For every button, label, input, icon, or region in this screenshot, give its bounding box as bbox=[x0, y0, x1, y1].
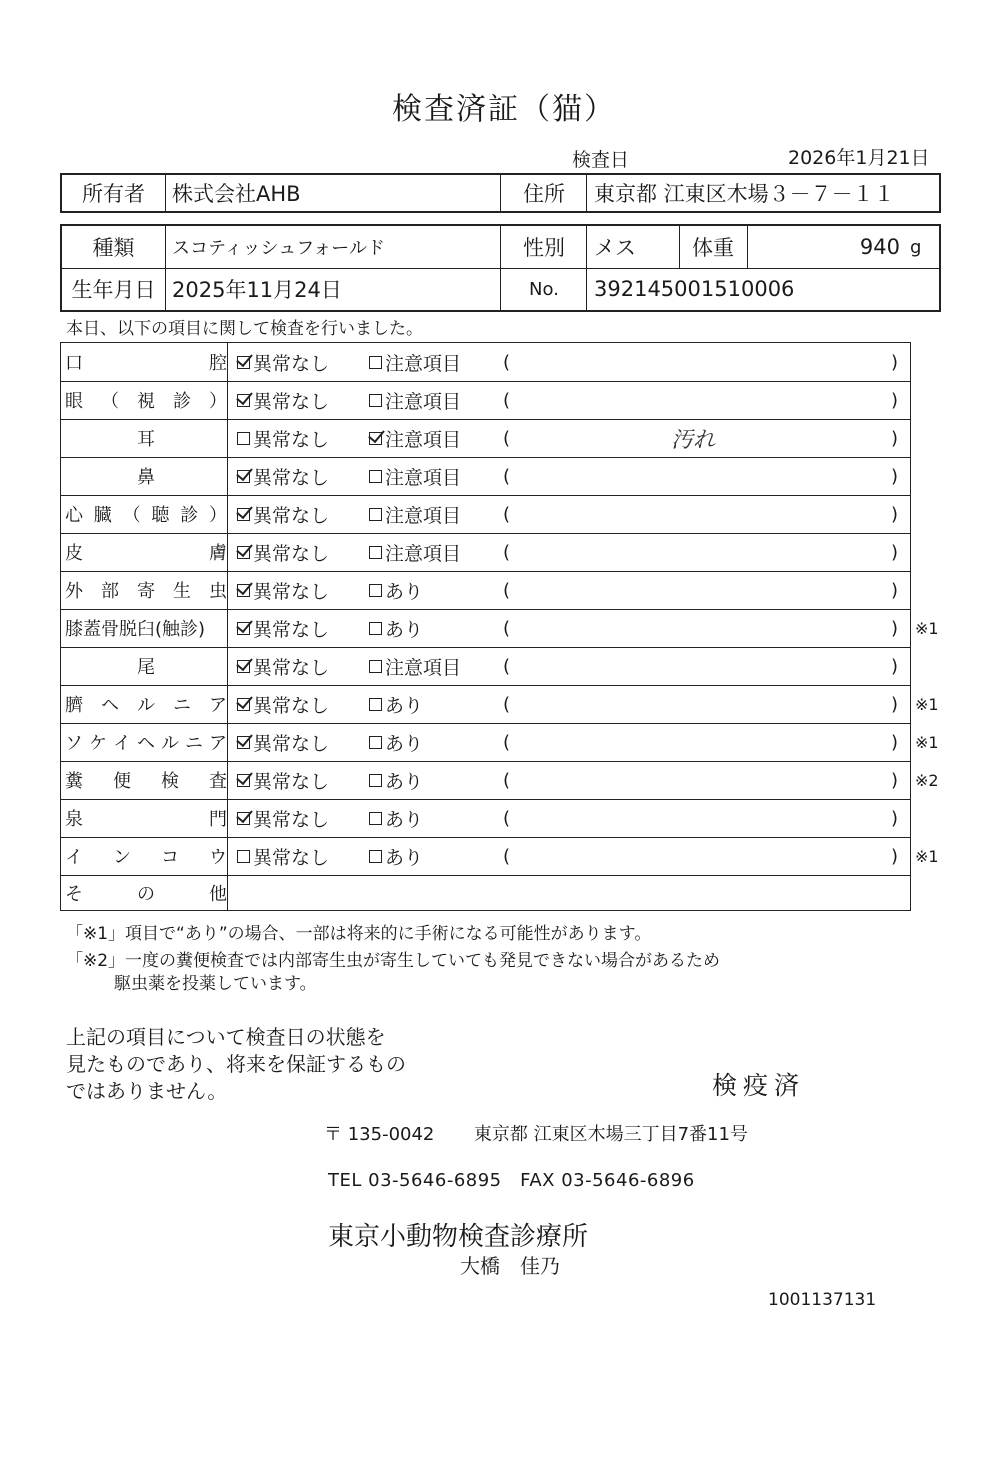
check-label-char: 視 bbox=[137, 391, 155, 412]
check-label-char: ） bbox=[208, 505, 227, 526]
check-label-char: ニ bbox=[185, 733, 203, 754]
option-label: 異常なし bbox=[253, 428, 330, 451]
check-label-char: ケ bbox=[89, 733, 107, 754]
check-label-char: 診 bbox=[173, 391, 191, 412]
document-number: 1001137131 bbox=[768, 1290, 877, 1310]
footnote-marker: ※1 bbox=[915, 618, 939, 638]
check-label-char: ン bbox=[113, 847, 131, 868]
option-label: 異常なし bbox=[253, 504, 330, 527]
remarks-field[interactable] bbox=[507, 799, 879, 837]
check-label bbox=[65, 495, 227, 533]
check-label-char: ル bbox=[161, 733, 179, 754]
check-row bbox=[61, 343, 909, 381]
remarks-field[interactable] bbox=[507, 495, 879, 533]
checkbox-icon[interactable] bbox=[369, 812, 382, 825]
attention-option[interactable] bbox=[369, 419, 461, 457]
close-paren: ) bbox=[891, 465, 899, 487]
disclaimer-line: ではありません。 bbox=[66, 1079, 228, 1103]
checkbox-icon[interactable] bbox=[369, 356, 382, 369]
option-label: 注意項目 bbox=[385, 542, 462, 565]
option-label: あり bbox=[385, 808, 424, 831]
no-abnormality-option[interactable] bbox=[237, 495, 329, 533]
no-abnormality-option[interactable] bbox=[237, 419, 329, 457]
check-label-char: 門 bbox=[209, 809, 227, 830]
other-label-char: 他 bbox=[209, 883, 227, 905]
check-label-char: 臓 bbox=[93, 505, 112, 526]
close-paren: ) bbox=[891, 731, 899, 753]
option-label: 注意項目 bbox=[385, 504, 462, 527]
check-label-char: 糞 bbox=[65, 771, 83, 792]
checkbox-icon[interactable] bbox=[369, 736, 382, 749]
checkbox-icon[interactable] bbox=[369, 698, 382, 711]
checkbox-icon[interactable] bbox=[369, 584, 382, 597]
checkbox-icon[interactable] bbox=[237, 394, 250, 407]
check-label bbox=[65, 723, 227, 761]
sex-label: 性別 bbox=[523, 236, 565, 260]
checkbox-icon[interactable] bbox=[369, 546, 382, 559]
attention-option[interactable] bbox=[369, 457, 461, 495]
attention-option[interactable] bbox=[369, 609, 423, 647]
check-row bbox=[61, 495, 909, 533]
open-paren: ( bbox=[503, 427, 511, 449]
remarks-field[interactable] bbox=[507, 761, 879, 799]
check-row bbox=[61, 381, 909, 419]
microchip-value: 392145001510006 bbox=[594, 277, 795, 301]
option-label: 異常なし bbox=[253, 618, 330, 641]
check-label-char: 虫 bbox=[209, 581, 227, 602]
attention-option[interactable] bbox=[369, 647, 461, 685]
attention-option[interactable] bbox=[369, 571, 423, 609]
close-paren: ) bbox=[891, 617, 899, 639]
no-abnormality-option[interactable] bbox=[237, 761, 329, 799]
remarks-field[interactable] bbox=[507, 647, 879, 685]
check-label-char: 皮 bbox=[65, 543, 83, 564]
remarks-field[interactable] bbox=[507, 381, 879, 419]
attention-option[interactable] bbox=[369, 761, 423, 799]
option-label: 異常なし bbox=[253, 808, 330, 831]
checkbox-icon[interactable] bbox=[369, 622, 382, 635]
check-label-char: 生 bbox=[173, 581, 191, 602]
option-label: 注意項目 bbox=[385, 428, 462, 451]
check-row bbox=[61, 723, 939, 761]
checkbox-icon[interactable] bbox=[237, 622, 250, 635]
remarks-field[interactable] bbox=[507, 837, 879, 875]
remarks-field[interactable] bbox=[507, 571, 879, 609]
intro-text: 本日、以下の項目に関して検査を行いました。 bbox=[66, 319, 423, 339]
check-label-char: 部 bbox=[101, 581, 119, 602]
check-label-char: ル bbox=[137, 695, 155, 716]
no-abnormality-option[interactable] bbox=[237, 799, 329, 837]
address-value: 東京都 江東区木場３－７－１１ bbox=[594, 182, 895, 206]
no-abnormality-option[interactable] bbox=[237, 381, 329, 419]
check-label: 尾 bbox=[137, 657, 155, 678]
option-label: あり bbox=[385, 618, 424, 641]
attention-option[interactable] bbox=[369, 343, 461, 381]
check-label-char: イ bbox=[65, 847, 83, 868]
no-abnormality-option[interactable] bbox=[237, 837, 329, 875]
clinic-address-line bbox=[324, 1120, 748, 1146]
checkbox-icon[interactable] bbox=[369, 850, 382, 863]
option-label: 異常なし bbox=[253, 352, 330, 375]
check-row bbox=[61, 457, 909, 495]
option-label: あり bbox=[385, 580, 424, 603]
check-label bbox=[65, 381, 227, 419]
checkbox-icon[interactable] bbox=[369, 432, 382, 445]
check-label-char: 臍 bbox=[65, 695, 83, 716]
close-paren: ) bbox=[891, 807, 899, 829]
check-row bbox=[61, 837, 939, 875]
check-label-char: ニ bbox=[173, 695, 191, 716]
check-label: 鼻 bbox=[137, 467, 155, 488]
address-label: 住所 bbox=[523, 182, 565, 206]
other-label-char: の bbox=[137, 883, 155, 905]
quarantine-stamp: 検疫済 bbox=[712, 1071, 806, 1100]
option-label: 異常なし bbox=[253, 542, 330, 565]
check-label-char: 便 bbox=[113, 771, 131, 792]
close-paren: ) bbox=[891, 693, 899, 715]
close-paren: ) bbox=[891, 541, 899, 563]
open-paren: ( bbox=[503, 655, 511, 677]
no-abnormality-option[interactable] bbox=[237, 571, 329, 609]
check-label-char: ウ bbox=[209, 847, 227, 868]
open-paren: ( bbox=[503, 465, 511, 487]
attention-option[interactable] bbox=[369, 685, 423, 723]
attention-option[interactable] bbox=[369, 533, 461, 571]
check-label: 耳 bbox=[137, 429, 155, 450]
other-row bbox=[61, 875, 909, 910]
checkbox-icon[interactable] bbox=[237, 508, 250, 521]
option-label: 注意項目 bbox=[385, 656, 462, 679]
close-paren: ) bbox=[891, 427, 899, 449]
option-label: 異常なし bbox=[253, 732, 330, 755]
option-label: あり bbox=[385, 846, 424, 869]
checkbox-icon[interactable] bbox=[237, 660, 250, 673]
open-paren: ( bbox=[503, 693, 511, 715]
check-label bbox=[65, 761, 227, 799]
checkbox-icon[interactable] bbox=[237, 432, 250, 445]
checkbox-icon[interactable] bbox=[237, 850, 250, 863]
footnote-marker: ※1 bbox=[915, 732, 939, 752]
no-abnormality-option[interactable] bbox=[237, 609, 329, 647]
check-label-char: 腔 bbox=[209, 353, 227, 374]
document-title: 検査済証（猫） bbox=[392, 92, 616, 127]
check-label bbox=[65, 799, 227, 837]
breed-value: スコティッシュフォールド bbox=[172, 238, 385, 259]
close-paren: ) bbox=[891, 503, 899, 525]
option-label: あり bbox=[385, 732, 424, 755]
clinic-tel-fax: TEL 03-5646-6895 FAX 03-5646-6896 bbox=[328, 1170, 695, 1191]
open-paren: ( bbox=[503, 541, 511, 563]
checkbox-icon[interactable] bbox=[237, 356, 250, 369]
checkbox-icon[interactable] bbox=[237, 736, 250, 749]
option-label: 異常なし bbox=[253, 580, 330, 603]
attention-option[interactable] bbox=[369, 381, 461, 419]
open-paren: ( bbox=[503, 579, 511, 601]
remarks-field[interactable] bbox=[507, 685, 879, 723]
check-label-char: ヘ bbox=[101, 695, 119, 716]
no-abnormality-option[interactable] bbox=[237, 685, 329, 723]
option-label: 異常なし bbox=[253, 846, 330, 869]
inspection-date-label: 検査日 bbox=[572, 149, 630, 171]
close-paren: ) bbox=[891, 655, 899, 677]
owner-label: 所有者 bbox=[82, 182, 145, 206]
check-row bbox=[61, 419, 909, 457]
checkbox-icon[interactable] bbox=[369, 394, 382, 407]
check-label-char: ） bbox=[209, 391, 227, 412]
sex-value: メス bbox=[594, 236, 636, 260]
open-paren: ( bbox=[503, 389, 511, 411]
other-label-char: そ bbox=[65, 883, 83, 905]
check-label-char: 眼 bbox=[65, 391, 83, 412]
remarks-field[interactable] bbox=[507, 723, 879, 761]
checkbox-icon[interactable] bbox=[237, 698, 250, 711]
checkbox-icon[interactable] bbox=[237, 774, 250, 787]
no-abnormality-option[interactable] bbox=[237, 647, 329, 685]
dob-value: 2025年11月24日 bbox=[172, 278, 342, 302]
option-label: 異常なし bbox=[253, 770, 330, 793]
postal-code: 〒 135-0042 bbox=[324, 1124, 435, 1145]
disclaimer bbox=[66, 1024, 406, 1105]
check-row bbox=[61, 799, 909, 837]
inspection-date: 2026年1月21日 bbox=[788, 147, 930, 169]
check-label-char: イ bbox=[113, 733, 131, 754]
attention-option[interactable] bbox=[369, 495, 461, 533]
check-row bbox=[61, 647, 909, 685]
checkbox-icon[interactable] bbox=[369, 470, 382, 483]
check-label-char: 診 bbox=[180, 505, 199, 526]
checkbox-icon[interactable] bbox=[237, 584, 250, 597]
check-label-char: 寄 bbox=[137, 581, 155, 602]
check-label: 膝蓋骨脱臼(触診) bbox=[65, 619, 206, 640]
dob-label: 生年月日 bbox=[71, 278, 156, 302]
option-label: 注意項目 bbox=[385, 466, 462, 489]
open-paren: ( bbox=[503, 807, 511, 829]
check-label bbox=[65, 533, 227, 571]
checkbox-icon[interactable] bbox=[237, 470, 250, 483]
check-label bbox=[65, 571, 227, 609]
option-label: あり bbox=[385, 694, 424, 717]
no-abnormality-option[interactable] bbox=[237, 457, 329, 495]
check-label-char: ア bbox=[209, 733, 227, 754]
check-label-char: 検 bbox=[161, 771, 179, 792]
check-label-char: ソ bbox=[65, 733, 83, 754]
other-label bbox=[65, 875, 227, 910]
checkbox-icon[interactable] bbox=[237, 546, 250, 559]
close-paren: ) bbox=[891, 389, 899, 411]
footnote-1: 「※1」項目で“あり”の場合、一部は将来的に手術になる可能性があります。 bbox=[66, 924, 652, 944]
footnote-marker: ※1 bbox=[915, 846, 939, 866]
check-row bbox=[61, 761, 939, 799]
check-label-char: 聴 bbox=[151, 505, 170, 526]
option-label: 異常なし bbox=[253, 656, 330, 679]
check-label-char: コ bbox=[161, 847, 179, 868]
check-label bbox=[65, 837, 227, 875]
remarks-field[interactable] bbox=[507, 533, 879, 571]
open-paren: ( bbox=[503, 769, 511, 791]
close-paren: ) bbox=[891, 579, 899, 601]
checkbox-icon[interactable] bbox=[369, 774, 382, 787]
check-label-char: 膚 bbox=[209, 543, 227, 564]
check-label bbox=[65, 343, 227, 381]
footnote-marker: ※1 bbox=[915, 694, 939, 714]
check-row bbox=[61, 571, 909, 609]
check-label-char: 泉 bbox=[65, 809, 83, 830]
open-paren: ( bbox=[503, 617, 511, 639]
check-label-char: （ bbox=[101, 391, 119, 412]
remarks-field[interactable]: 汚れ bbox=[670, 427, 715, 453]
checkbox-icon[interactable] bbox=[369, 660, 382, 673]
vet-name: 大橋 佳乃 bbox=[460, 1254, 560, 1278]
footnote-marker: ※2 bbox=[915, 770, 939, 790]
footnote-2-cont: 駆虫薬を投薬しています。 bbox=[114, 974, 317, 994]
open-paren: ( bbox=[503, 845, 511, 867]
open-paren: ( bbox=[503, 731, 511, 753]
weight-unit: g bbox=[910, 236, 922, 258]
check-label-char: ヘ bbox=[137, 733, 155, 754]
option-label: 注意項目 bbox=[385, 390, 462, 413]
check-label-char: 外 bbox=[65, 581, 83, 602]
check-label bbox=[65, 685, 227, 723]
close-paren: ) bbox=[891, 769, 899, 791]
owner-table bbox=[60, 173, 941, 213]
option-label: 注意項目 bbox=[385, 352, 462, 375]
check-row bbox=[61, 533, 909, 571]
owner-value: 株式会社AHB bbox=[172, 182, 301, 206]
footnote-2: 「※2」一度の糞便検査では内部寄生虫が寄生していても発見できない場合があるため bbox=[66, 951, 721, 971]
attention-option[interactable] bbox=[369, 837, 423, 875]
breed-label: 種類 bbox=[92, 236, 135, 260]
option-label: 異常なし bbox=[253, 694, 330, 717]
check-row bbox=[61, 609, 939, 647]
close-paren: ) bbox=[891, 845, 899, 867]
inspection-grid bbox=[60, 342, 939, 911]
disclaimer-line: 上記の項目について検査日の状態を bbox=[66, 1025, 386, 1049]
open-paren: ( bbox=[503, 351, 511, 373]
open-paren: ( bbox=[503, 503, 511, 525]
microchip-label: No. bbox=[529, 278, 559, 300]
close-paren: ) bbox=[891, 351, 899, 373]
no-abnormality-option[interactable] bbox=[237, 343, 329, 381]
clinic-name: 東京小動物検査診療所 bbox=[328, 1222, 589, 1252]
other-field[interactable] bbox=[231, 875, 905, 910]
clinic-address: 東京都 江東区木場三丁目7番11号 bbox=[473, 1124, 748, 1145]
check-label-char: ア bbox=[209, 695, 227, 716]
disclaimer-line: 見たものであり、将来を保証するもの bbox=[66, 1052, 406, 1076]
remarks-field[interactable] bbox=[507, 609, 879, 647]
check-label-char: （ bbox=[122, 505, 141, 526]
check-row bbox=[61, 685, 939, 723]
checkbox-icon[interactable] bbox=[369, 508, 382, 521]
weight-label: 体重 bbox=[692, 236, 734, 260]
weight-value: 940 bbox=[859, 235, 900, 259]
option-label: 異常なし bbox=[253, 390, 330, 413]
check-label-char: 口 bbox=[65, 353, 83, 374]
attention-option[interactable] bbox=[369, 799, 423, 837]
no-abnormality-option[interactable] bbox=[237, 723, 329, 761]
no-abnormality-option[interactable] bbox=[237, 533, 329, 571]
animal-table bbox=[60, 224, 941, 312]
checkbox-icon[interactable] bbox=[237, 812, 250, 825]
option-label: 異常なし bbox=[253, 466, 330, 489]
check-label-char: 心 bbox=[65, 505, 83, 526]
option-label: あり bbox=[385, 770, 424, 793]
attention-option[interactable] bbox=[369, 723, 423, 761]
remarks-field[interactable] bbox=[507, 457, 879, 495]
check-label-char: 査 bbox=[209, 771, 227, 792]
remarks-field[interactable] bbox=[507, 343, 879, 381]
